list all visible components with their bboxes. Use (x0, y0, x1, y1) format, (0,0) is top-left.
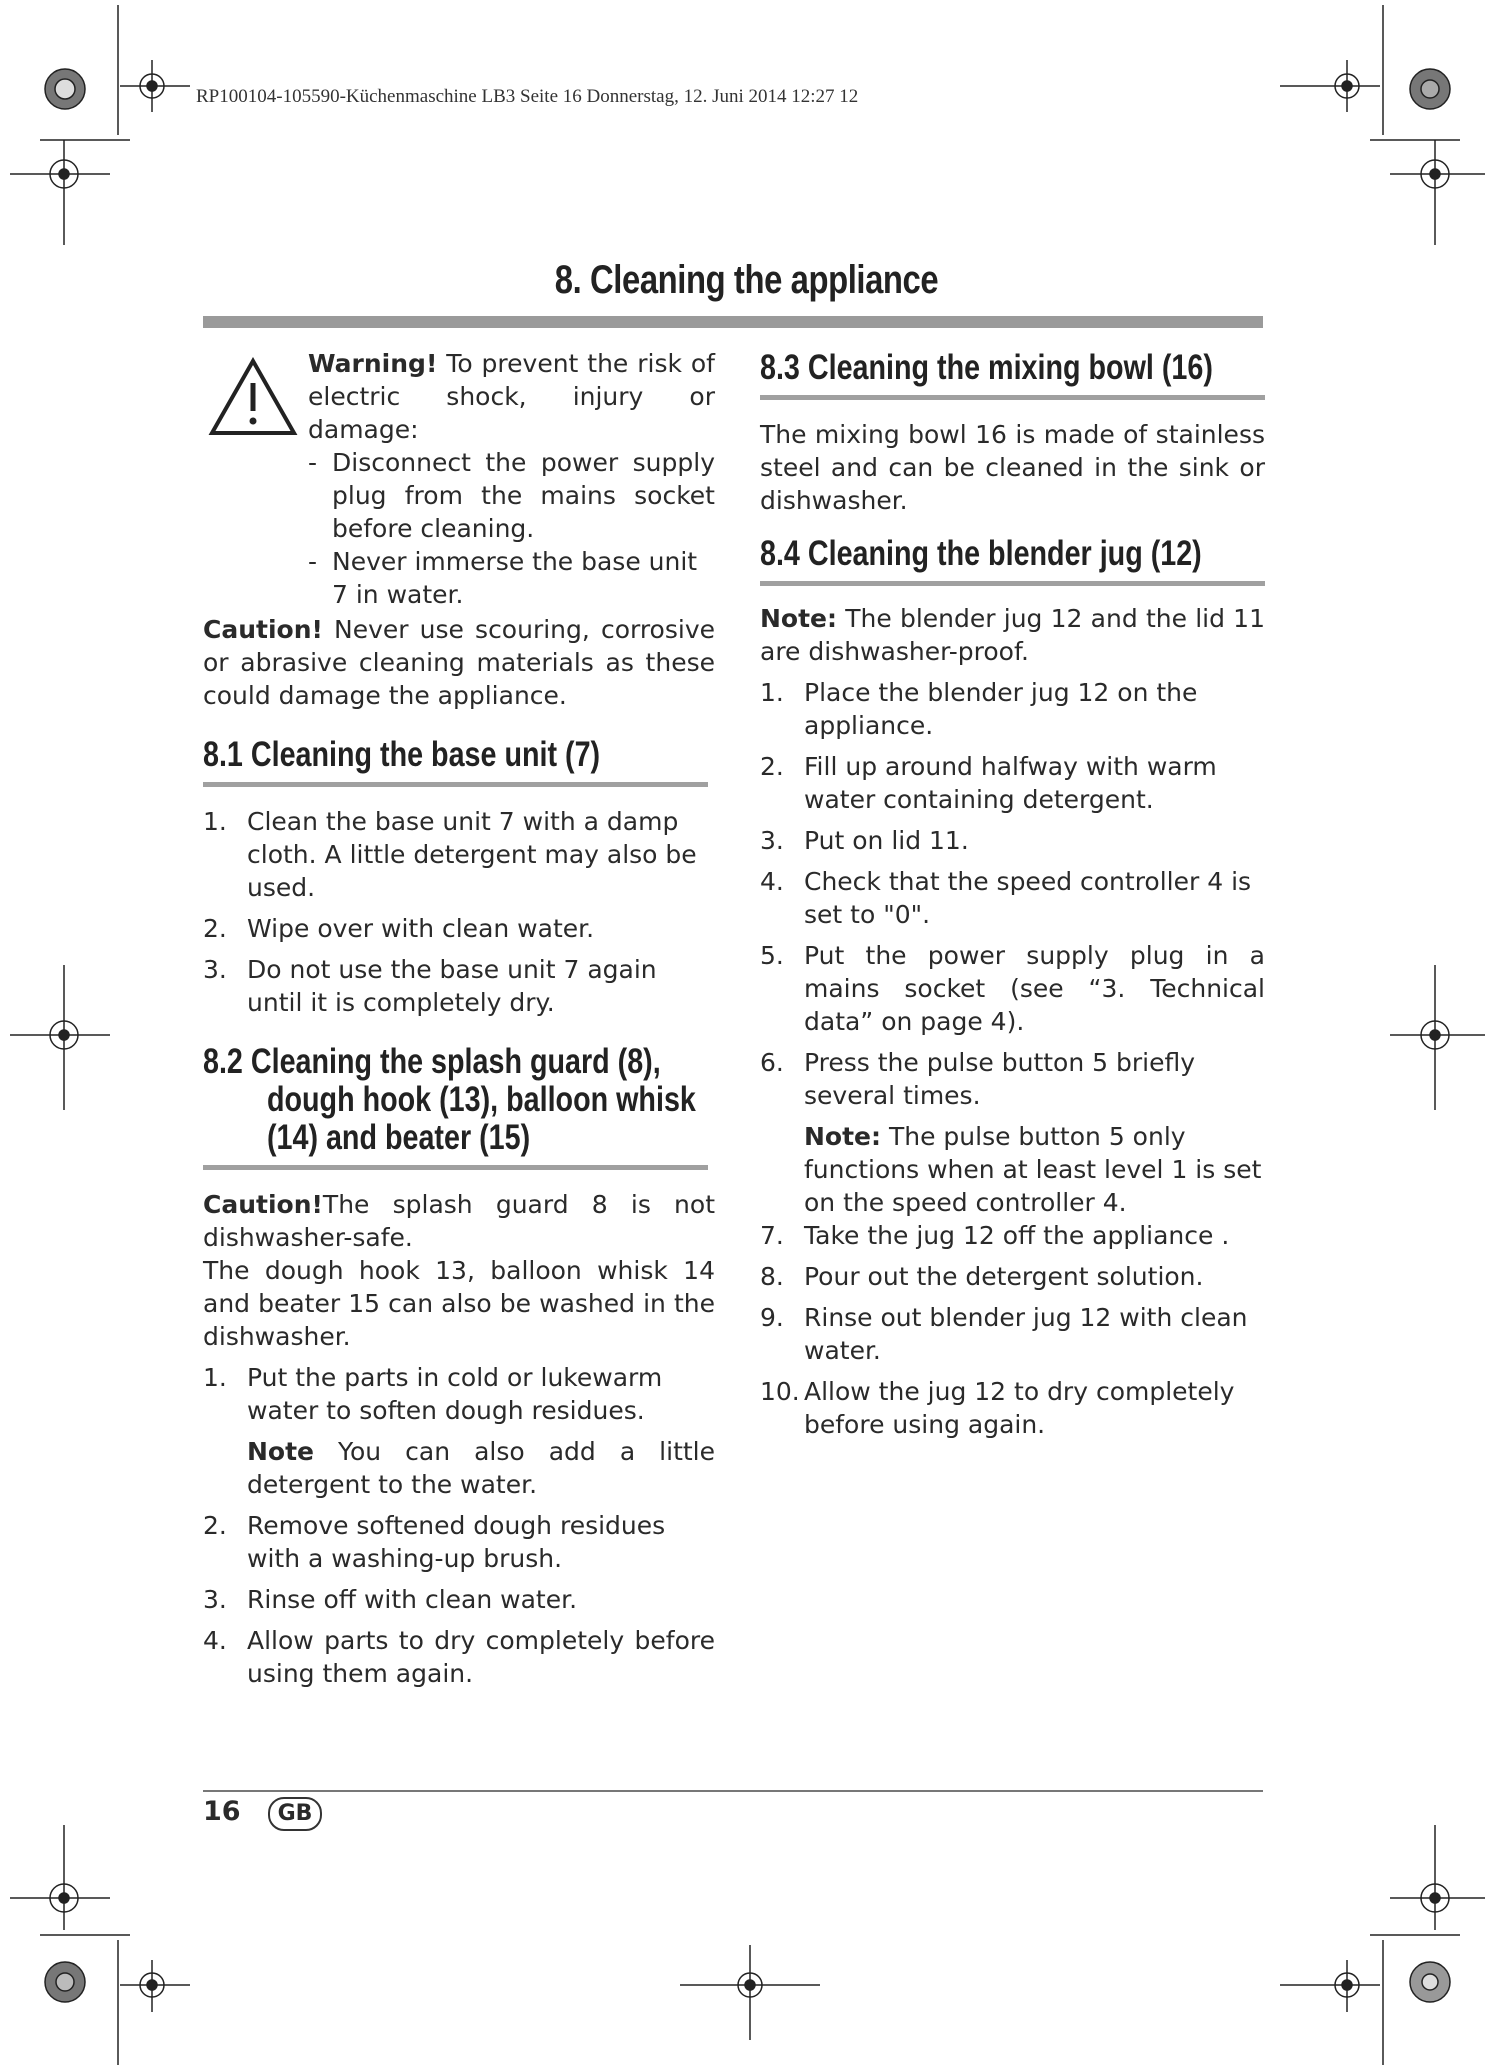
list-item: 1. Put the parts in cold or lukewarm water to soften dough residues. (203, 1363, 663, 1425)
section-8-4-steps (760, 676, 1265, 1441)
caution-label: Caution! (203, 615, 323, 644)
country-badge: GB (268, 1797, 322, 1831)
section-rule (760, 581, 1265, 586)
page-number: 16 (203, 1796, 241, 1827)
list-item: 7. Take the jug 12 off the appliance . (760, 1221, 1230, 1250)
section-8-1-steps (203, 805, 715, 1019)
list-item: 4. Check that the speed controller 4 is set to "0". (760, 867, 1252, 929)
warning-bullet: - Disconnect the power supply plug from the mains socket before cleaning. (308, 448, 715, 543)
list-item: 4. Allow parts to dry completely before using them again. (203, 1626, 715, 1688)
list-item: 3. Put on lid 11. (760, 826, 969, 855)
list-item: 2. Fill up around halfway with warm water containing detergent. (760, 752, 1217, 814)
section-rule (203, 1165, 708, 1170)
warning-block (203, 347, 715, 611)
list-item: 5. Put the power supply plug in a mains socket (see “3. Technical data” on page 4). (760, 941, 1265, 1036)
list-item: 3. Do not use the base unit 7 again until it is completely dry. (203, 955, 657, 1017)
caution-paragraph: Caution! Never use scouring, corrosive or abrasive cleaning materials as these could damage the appliance. (203, 615, 715, 710)
left-column (203, 347, 715, 1690)
section-rule (203, 782, 708, 787)
warning-triangle-icon (208, 357, 298, 437)
section-8-3-heading: 8.3 Cleaning the mixing bowl (16) (760, 348, 1213, 387)
section-8-2-heading: 8.2 Cleaning the splash guard (8), dough hook (13), balloon whisk (14) and beater (15) (203, 1042, 696, 1157)
print-header-line: RP100104-105590-Küchenmaschine LB3 Seite 16 Donnerstag, 12. Juni 2014 12:27 12 (196, 86, 859, 107)
section-8-3-text: The mixing bowl 16 is made of stainless steel and can be cleaned in the sink or dishwasher. (760, 420, 1265, 515)
list-item: 3. Rinse off with clean water. (203, 1585, 578, 1614)
list-item: 9. Rinse out blender jug 12 with clean water. (760, 1303, 1248, 1365)
list-item: 1. Place the blender jug 12 on the appliance. (760, 678, 1198, 740)
warning-label: Warning! (308, 349, 438, 378)
title-rule (203, 316, 1263, 328)
list-item: 8. Pour out the detergent solution. (760, 1262, 1204, 1291)
section-8-4-note: Note: The blender jug 12 and the lid 11 are dishwasher-proof. (760, 604, 1265, 666)
note-paragraph: Note: The pulse button 5 only functions when at least level 1 is set on the speed controller 4. (804, 1122, 1262, 1217)
footer-rule (203, 1790, 1263, 1792)
section-8-1-heading: 8.1 Cleaning the base unit (7) (203, 735, 601, 774)
warning-text: To prevent the risk of electric shock, injury or damage: (308, 349, 715, 444)
list-item: 2. Wipe over with clean water. (203, 914, 595, 943)
section-8-2-intro: The dough hook 13, balloon whisk 14 and beater 15 can also be washed in the dishwasher. (203, 1256, 715, 1351)
list-item: 10. Allow the jug 12 to dry completely before using again. (760, 1377, 1235, 1439)
list-item: 1. Clean the base unit 7 with a damp cloth. A little detergent may also be used. (203, 807, 697, 902)
right-column (760, 347, 1265, 1441)
section-8-2-caution: Caution!The splash guard 8 is not dishwasher-safe. (203, 1190, 715, 1252)
note-paragraph: Note You can also add a little detergent to the water. (247, 1437, 715, 1499)
list-item: 2. Remove softened dough residues with a washing-up brush. (203, 1511, 666, 1573)
warning-bullet: - Never immerse the base unit 7 in water. (308, 547, 698, 609)
section-8-4-heading: 8.4 Cleaning the blender jug (12) (760, 534, 1202, 573)
section-8-2-steps (203, 1361, 715, 1690)
list-item: 6. Press the pulse button 5 briefly several times. (760, 1048, 1196, 1110)
page-title: 8. Cleaning the appliance (554, 258, 939, 302)
section-rule (760, 395, 1265, 400)
